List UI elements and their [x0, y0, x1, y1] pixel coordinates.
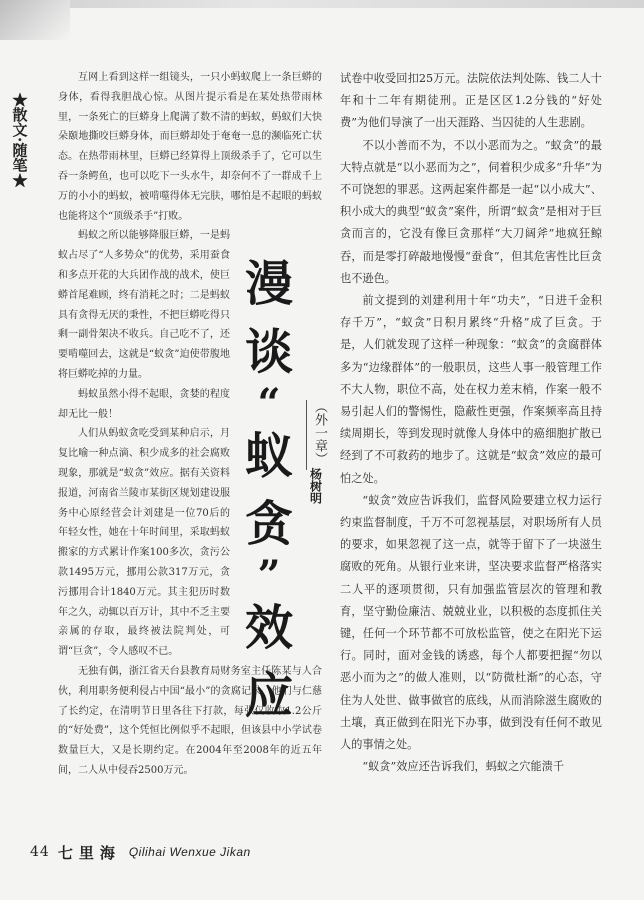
paragraph: 互网上看到这样一组镜头，一只小蚂蚁爬上一条巨蟒的身体，看得我胆战心惊。从图片提示看是在某处热带雨林里，一条死亡的巨蟒身上爬满了数不清的蚂蚁，蚂蚁们大快朵颐地撕咬巨蟒身体，而巨蟒却处于奄奄一息的濒临死亡状态。在热带雨林里，巨蟒已经算得上顶级杀手了，它可以生吞一条鳄鱼，也可以吃下一头水牛，却奈何不了一群成千上万的小小的蚂蚁，被啃噬得体无完肤，哪怕是不起眼的蚂蚁也能将这个“顶级杀手”打败。	[58, 72, 322, 222]
paragraph: 前文提到的刘建利用十年“功夫”，“日进千金积存千万”，“蚁贪”日积月累终“升格”成了巨贪。于是，人们就发现了这样一种现象：“蚁贪”的贪腐群体多为“边缘群体”的一般职员，这些人事一般管理工作不大人物，职位不高，处在权力差末梢，作案一般不易引起人们的警惕性，隐蔽性更强，作案频率高且持续周期长，等到发现时就像人身体中的癌细胞扩散已经到了不可救药的地步了。这就是“蚁贪”效应的最可怕之处。	[340, 294, 602, 485]
page-number: 44	[30, 844, 50, 860]
author-name	[306, 468, 324, 508]
paragraph: 无独有偶，浙江省天台县教育局财务室主任陈某与人合伙，利用职务便利侵占中国“最小”的贪腐记录，他们与仁慈了长约定，在清明节日里各往下打款，每张仅收取1.2公斤的“好处费”，这个凭恒比例似乎不起眼，但该县中小学试卷数量巨大，又是长期约定。在2004年至2008年的近五年间，二人从中侵吞2500万元。	[58, 665, 322, 776]
right-column	[340, 68, 602, 779]
paragraph: “蚁贪”效应还告诉我们，蚂蚁之穴能溃千	[362, 760, 565, 774]
title-char: 谈	[244, 324, 293, 380]
title-subtitle	[306, 400, 328, 470]
title-char: 蚁	[244, 428, 293, 484]
title-main	[240, 250, 298, 730]
paragraph: 不以小善而不为，不以小恶而为之。“蚁贪”的最大特点就是“以小恶而为之”，伺着积少成多“升华”为不可饶恕的罪恶。这两起案件都是一起“以小成大”、积小成大的典型“蚁贪”案件，所谓“蚁贪”是相对于巨贪而言的，它没有像巨贪那样“大刀阔斧”地疯狂鲸吞，而是零打碎敲地慢慢“蚕食”，但其危害性比巨贪也不逊色。	[340, 138, 602, 285]
title-quote-open: “	[257, 380, 281, 427]
column-tag	[8, 92, 30, 191]
page-footer	[30, 840, 330, 864]
corner-photo	[0, 0, 70, 40]
author-text: 杨树明	[308, 468, 323, 504]
paragraph: 蚂蚁之所以能够降服巨蟒，一是蚂蚁占尽了“人多势众”的优势，采用蚕食和多点开花的大兵团作战的战术，使巨蟒首尾难顾，终有消耗之时；二是蚂蚁具有贪得无厌的秉性，不把巨蟒吃得只剩一副骨架决不收兵。自己吃不了，还要啃噬回去，这就是“蚁贪”迫使带腹地将巨蟒吃掉的力量。	[58, 230, 230, 380]
title-quote-close: ”	[257, 552, 281, 599]
paragraph: 人们从蚂蚁贪吃受到某种启示，月复比喻一种点滴、积少成多的社会腐败现象，那就是“蚁贪”效应。据有关资料报道，河南省兰陵市某街区规划建设服务中心原经营会计刘建是一位70后的年轻女性，她在十年时间里，采取蚂蚁搬家的方式累计作案100多次，贪污公款1495万元，挪用公款317万元，贪污挪用合计1840万元。其主犯历时数年之久，动辄以百万计，其中不乏主要亲属的存取，最终被法院判处，可谓“巨贪”，令人感叹不已。	[58, 428, 230, 658]
title-char: 漫	[244, 256, 293, 312]
paragraph: 试卷中收受回扣25万元。法院依法判处陈、钱二人十年和十二年有期徒刑。正是区区1.2分钱的“好处费”为他们导演了一出天涯路、当囚徒的人生悲剧。	[340, 72, 602, 130]
paragraph: “蚁贪”效应告诉我们，监督风险要建立权力运行约束监督制度，千万不可忽视基层，对职场所有人员的要求，如果忽视了这一点，就等于留下了一块滋生腐败的死角。从银行业来讲，坚决要求监督严格落实二人平的逐项贯彻，只有加强监管层次的管理和教育，坚守勤俭廉洁、兢兢业业，以积极的态度抓住关键，任何一个环节都不可放松监管，使之在阳光下运行。同时，面对金钱的诱惑，每个人都要把握“勿以恶小而为之”的做人准则，以“防微杜渐”的心态，守住为人处世、做事做官的底线，从而消除滋生腐败的土壤，真正做到在阳光下办事，做到没有任何不敢见人的事情之处。	[340, 493, 602, 752]
column-tag-text: ★散文·随笔★	[10, 92, 29, 188]
journal-name-en: Qilihai Wenxue Jikan	[128, 845, 251, 859]
article-title	[240, 250, 350, 724]
title-char: 效	[244, 600, 293, 656]
journal-name: 七里海	[57, 843, 121, 862]
paragraph: 蚂蚁虽然小得不起眼，贪婪的程度却无比一般！	[58, 388, 230, 420]
top-band	[0, 0, 644, 8]
title-char: 应	[244, 668, 293, 724]
title-char: 贪	[244, 496, 293, 552]
subtitle-text: （外一章）	[312, 400, 327, 465]
